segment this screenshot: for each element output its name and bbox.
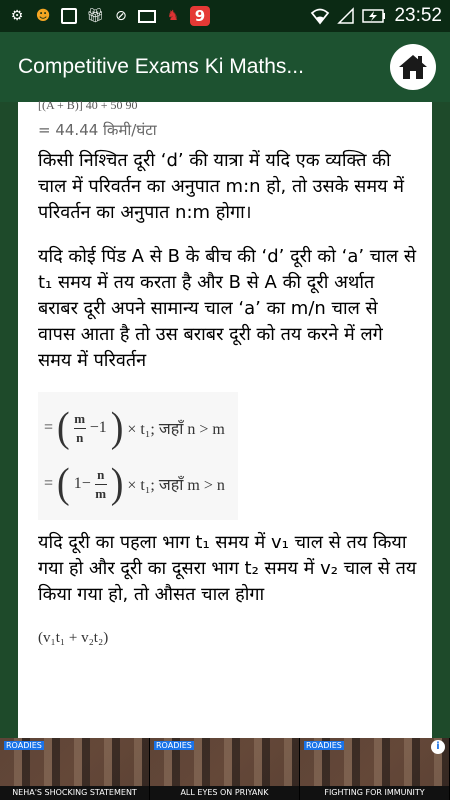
ad-card[interactable]: ROADIES FIGHTING FOR IMMUNITY i [300, 738, 450, 800]
block-icon: ⊘ [115, 8, 127, 24]
paragraph-return-journey: यदि कोई पिंड A से B के बीच की ‘d’ दूरी को ‘a’ चाल से t₁ समय में तय करता है और B से A की दूरी अर्थात बराबर दूरी अपने सामान्य चाल ‘a’ का m/n चाल से वापस आता है तो उस बराबर दूरी को तय करने में लगे समय में परिवर्तन [38, 246, 416, 371]
home-button[interactable] [390, 44, 436, 90]
formula-m-greater-n: = ( 1− $\frac{n}{m}$ ) × t₁; जहाँ m > n [44, 460, 225, 508]
battery-charging-icon [362, 9, 386, 23]
average-speed-result: = 44.44 किमी/घंटा [38, 121, 157, 139]
home-icon [398, 53, 428, 81]
notification-badge: 9 [190, 6, 210, 26]
ad-card[interactable]: ROADIES NEHA'S SHOCKING STATEMENT [0, 738, 150, 800]
settings-icon: ⚙ [10, 8, 24, 24]
paragraph-speed-ratio: किसी निश्चित दूरी ‘d’ की यात्रा में यदि एक व्यक्ति की चाल में परिवर्तन का अनुपात m:n हो, तो उसके समय में परिवर्तन का अनुपात n:m होगा। [38, 150, 405, 223]
ad-banner[interactable] [0, 738, 450, 800]
formula-n-greater-m: = ( $\frac{m}{n}$ −1 ) × t₁; जहाँ n > m [44, 404, 225, 452]
gift-icon: 🎁︎ [86, 8, 104, 24]
ad-info-icon[interactable]: i [431, 740, 445, 754]
wifi-icon [310, 8, 330, 24]
notification-icons [8, 6, 210, 26]
paragraph-average-speed: यदि दूरी का पहला भाग t₁ समय में v₁ चाल से तय किया गया हो और दूरी का दूसरा भाग t₂ समय में v₂ चाल से तय किया गया हो, तो औसत चाल होगा [38, 532, 417, 605]
signal-icon [338, 8, 354, 24]
status-bar [0, 0, 450, 32]
app-bar [0, 32, 450, 102]
article-content[interactable] [18, 98, 432, 738]
ad-card[interactable]: ROADIES ALL EYES ON PRIYANK [150, 738, 300, 800]
game-icon: ♞ [166, 8, 180, 24]
clock: 23:52 [394, 5, 442, 26]
uc-browser-icon: ☻ [35, 8, 51, 24]
fraction-m-over-n: $\frac{m}{n}$ [74, 410, 86, 445]
fraction-n-over-m: $\frac{n}{m}$ [95, 466, 107, 501]
system-icons [310, 5, 442, 27]
partial-formula-bottom: (v₁t₁ + v₂t₂) [38, 630, 109, 646]
app-title: Competitive Exams Ki Maths... [18, 55, 304, 78]
formula-image [38, 392, 238, 520]
mail-icon [138, 7, 156, 25]
image-icon [60, 7, 78, 25]
partial-formula-top: [(A + B)] 40 + 50 90 [38, 98, 138, 112]
